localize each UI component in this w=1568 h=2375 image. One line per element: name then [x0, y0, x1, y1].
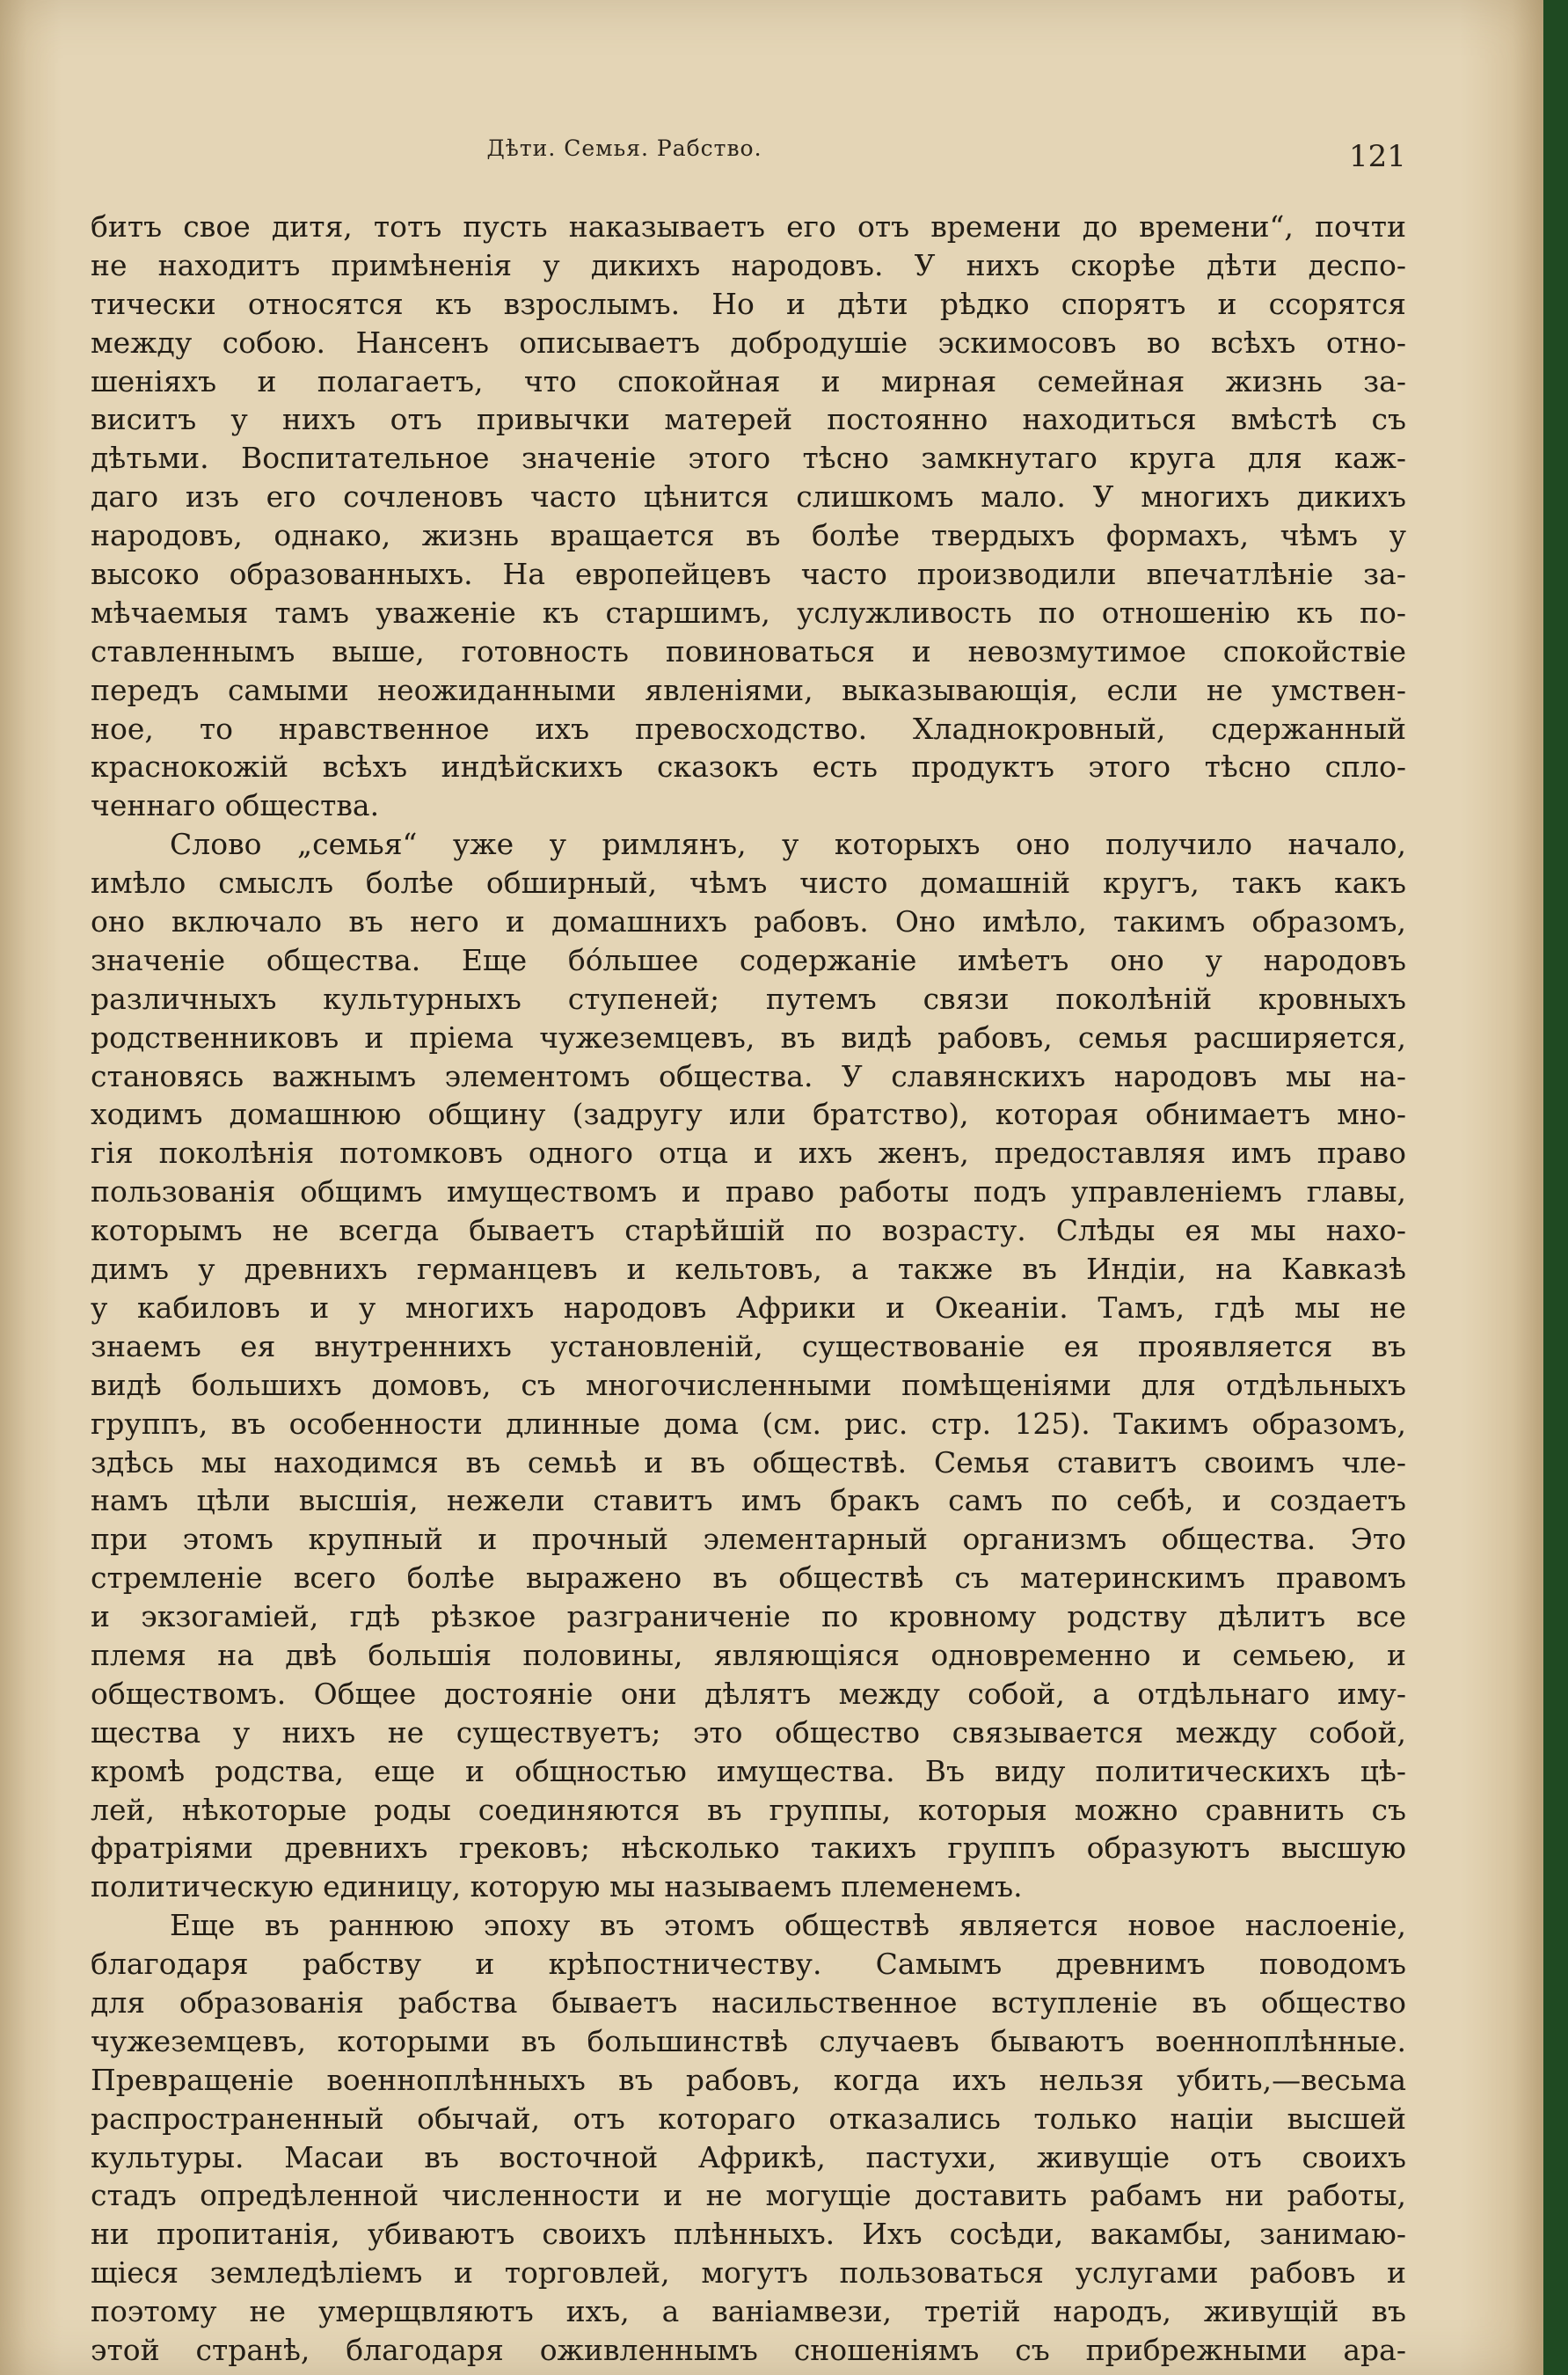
text-line: кромѣ родства, еще и общностью имущества. Въ виду политическихъ цѣ-: [91, 1753, 1406, 1788]
text-line: димъ у древнихъ германцевъ и кельтовъ, а также въ Индіи, на Кавказѣ: [91, 1252, 1406, 1287]
text-line: битъ свое дитя, тотъ пусть наказываетъ его отъ времени до времени“, почти: [91, 209, 1406, 244]
page-number: 121: [1349, 139, 1406, 174]
running-head: Дѣти. Семья. Рабство.: [486, 135, 762, 161]
text-line: группъ, въ особенности длинные дома (см. рис. стр. 125). Такимъ образомъ,: [91, 1406, 1406, 1441]
text-line: стадъ опредѣленной численности и не могущіе доставить рабамъ ни работы,: [91, 2178, 1406, 2213]
text-line: народовъ, однако, жизнь вращается въ болѣе твердыхъ формахъ, чѣмъ у: [91, 518, 1406, 553]
text-line: имѣло смыслъ болѣе обширный, чѣмъ чисто домашній кругъ, такъ какъ: [91, 866, 1406, 901]
text-line: шеніяхъ и полагаетъ, что спокойная и мирная семейная жизнь за-: [91, 363, 1406, 398]
text-line: обществомъ. Общее достояніе они дѣлятъ между собой, а отдѣльнаго иму-: [91, 1676, 1406, 1711]
text-line: поэтому не умерщвляютъ ихъ, а ваніамвези, третій народъ, живущій въ: [91, 2294, 1406, 2329]
text-line: пользованія общимъ имуществомъ и право работы подъ управленіемъ главы,: [91, 1174, 1406, 1209]
text-line: которымъ не всегда бываетъ старѣйшій по возрасту. Слѣды ея мы нахо-: [91, 1213, 1406, 1248]
text-line: гія поколѣнія потомковъ одного отца и ихъ женъ, предоставляя имъ право: [91, 1136, 1406, 1171]
text-line: политическую единицу, которую мы называемъ племенемъ.: [91, 1869, 1023, 1904]
text-line: здѣсь мы находимся въ семьѣ и въ обществѣ. Семья ставитъ своимъ чле-: [91, 1444, 1406, 1480]
text-line: значеніе общества. Еще бо́льшее содержаніе имѣетъ оно у народовъ: [91, 942, 1406, 977]
text-line: намъ цѣли высшія, нежели ставитъ имъ бракъ самъ по себѣ, и создаетъ: [91, 1483, 1406, 1518]
text-line: виситъ у нихъ отъ привычки матерей постоянно находиться вмѣстѣ съ: [91, 402, 1406, 437]
text-line: краснокожій всѣхъ индѣйскихъ сказокъ есть продуктъ этого тѣсно спло-: [91, 749, 1406, 785]
text-line: щества у нихъ не существуетъ; это общество связывается между собой,: [91, 1714, 1406, 1750]
page-header: [0, 134, 1543, 178]
text-line: тически относятся къ взрослымъ. Но и дѣти рѣдко спорятъ и ссорятся: [91, 286, 1406, 321]
text-line: ни пропитанія, убиваютъ своихъ плѣнныхъ. Ихъ сосѣди, вакамбы, занимаю-: [91, 2217, 1406, 2252]
body-text: [91, 208, 1406, 2370]
text-line: культуры. Масаи въ восточной Африкѣ, пастухи, живущіе отъ своихъ: [91, 2139, 1406, 2174]
text-line: передъ самыми неожиданными явленіями, выказывающія, если не умствен-: [91, 672, 1406, 707]
text-line: мѣчаемыя тамъ уваженіе къ старшимъ, услужливость по отношенію къ по-: [91, 595, 1406, 630]
text-line: видѣ большихъ домовъ, съ многочисленными помѣщеніями для отдѣльныхъ: [91, 1367, 1406, 1402]
text-line: щіеся земледѣліемъ и торговлей, могутъ пользоваться услугами рабовъ и: [91, 2255, 1406, 2291]
text-line: лей, нѣкоторые роды соединяются въ группы, которыя можно сравнить съ: [91, 1792, 1406, 1827]
text-line: фратріями древнихъ грековъ; нѣсколько такихъ группъ образуютъ высшую: [91, 1831, 1406, 1866]
text-line: даго изъ его сочленовъ часто цѣнится слишкомъ мало. У многихъ дикихъ: [91, 479, 1406, 515]
text-line: Слово „семья“ уже у римлянъ, у которыхъ оно получило начало,: [170, 827, 1406, 862]
text-line: племя на двѣ большія половины, являющіяся одновременно и семьею, и: [91, 1637, 1406, 1672]
text-line: оно включало въ него и домашнихъ рабовъ. Оно имѣло, такимъ образомъ,: [91, 904, 1406, 939]
text-line: ставленнымъ выше, готовность повиноваться и невозмутимое спокойствіе: [91, 633, 1406, 669]
text-line: стремленіе всего болѣе выражено въ обществѣ съ материнскимъ правомъ: [91, 1560, 1406, 1596]
text-line: у кабиловъ и у многихъ народовъ Африки и Океаніи. Тамъ, гдѣ мы не: [91, 1290, 1406, 1325]
text-line: Еще въ раннюю эпоху въ этомъ обществѣ является новое наслоеніе,: [170, 1908, 1406, 1943]
text-line: знаемъ ея внутреннихъ установленій, существованіе ея проявляется въ: [91, 1328, 1406, 1363]
text-line: ходимъ домашнюю общину (задругу или братство), которая обнимаетъ мно-: [91, 1097, 1406, 1132]
text-line: этой странѣ, благодаря оживленнымъ сношеніямъ съ прибрежными ара-: [91, 2332, 1406, 2367]
text-line: и экзогаміей, гдѣ рѣзкое разграниченіе по кровному родству дѣлитъ все: [91, 1599, 1406, 1634]
text-line: дѣтьми. Воспитательное значеніе этого тѣсно замкнутаго круга для каж-: [91, 441, 1406, 476]
text-line: становясь важнымъ элементомъ общества. У славянскихъ народовъ мы на-: [91, 1058, 1406, 1093]
text-line: ное, то нравственное ихъ превосходство. Хладнокровный, сдержанный: [91, 711, 1406, 746]
text-line: высоко образованныхъ. На европейцевъ часто производили впечатлѣніе за-: [91, 557, 1406, 592]
text-line: распространенный обычай, отъ котораго отказались только націи высшей: [91, 2101, 1406, 2136]
text-line: различныхъ культурныхъ ступеней; путемъ связи поколѣній кровныхъ: [91, 981, 1406, 1016]
text-line: родственниковъ и пріема чужеземцевъ, въ видѣ рабовъ, семья расширяется,: [91, 1019, 1406, 1055]
text-line: благодаря рабству и крѣпостничеству. Самымъ древнимъ поводомъ: [91, 1947, 1406, 1982]
text-line: не находитъ примѣненія у дикихъ народовъ. У нихъ скорѣе дѣти деспо-: [91, 247, 1406, 282]
text-line: ченнаго общества.: [91, 788, 380, 823]
text-line: чужеземцевъ, которыми въ большинствѣ случаевъ бываютъ военноплѣнные.: [91, 2023, 1406, 2058]
text-line: для образованія рабства бываетъ насильственное вступленіе въ общество: [91, 1984, 1406, 2020]
text-line: между собою. Нансенъ описываетъ добродушіе эскимосовъ во всѣхъ отно-: [91, 325, 1406, 360]
text-line: Превращеніе военноплѣнныхъ въ рабовъ, когда ихъ нельзя убить,—весьма: [91, 2062, 1406, 2097]
text-line: при этомъ крупный и прочный элементарный организмъ общества. Это: [91, 1522, 1406, 1557]
